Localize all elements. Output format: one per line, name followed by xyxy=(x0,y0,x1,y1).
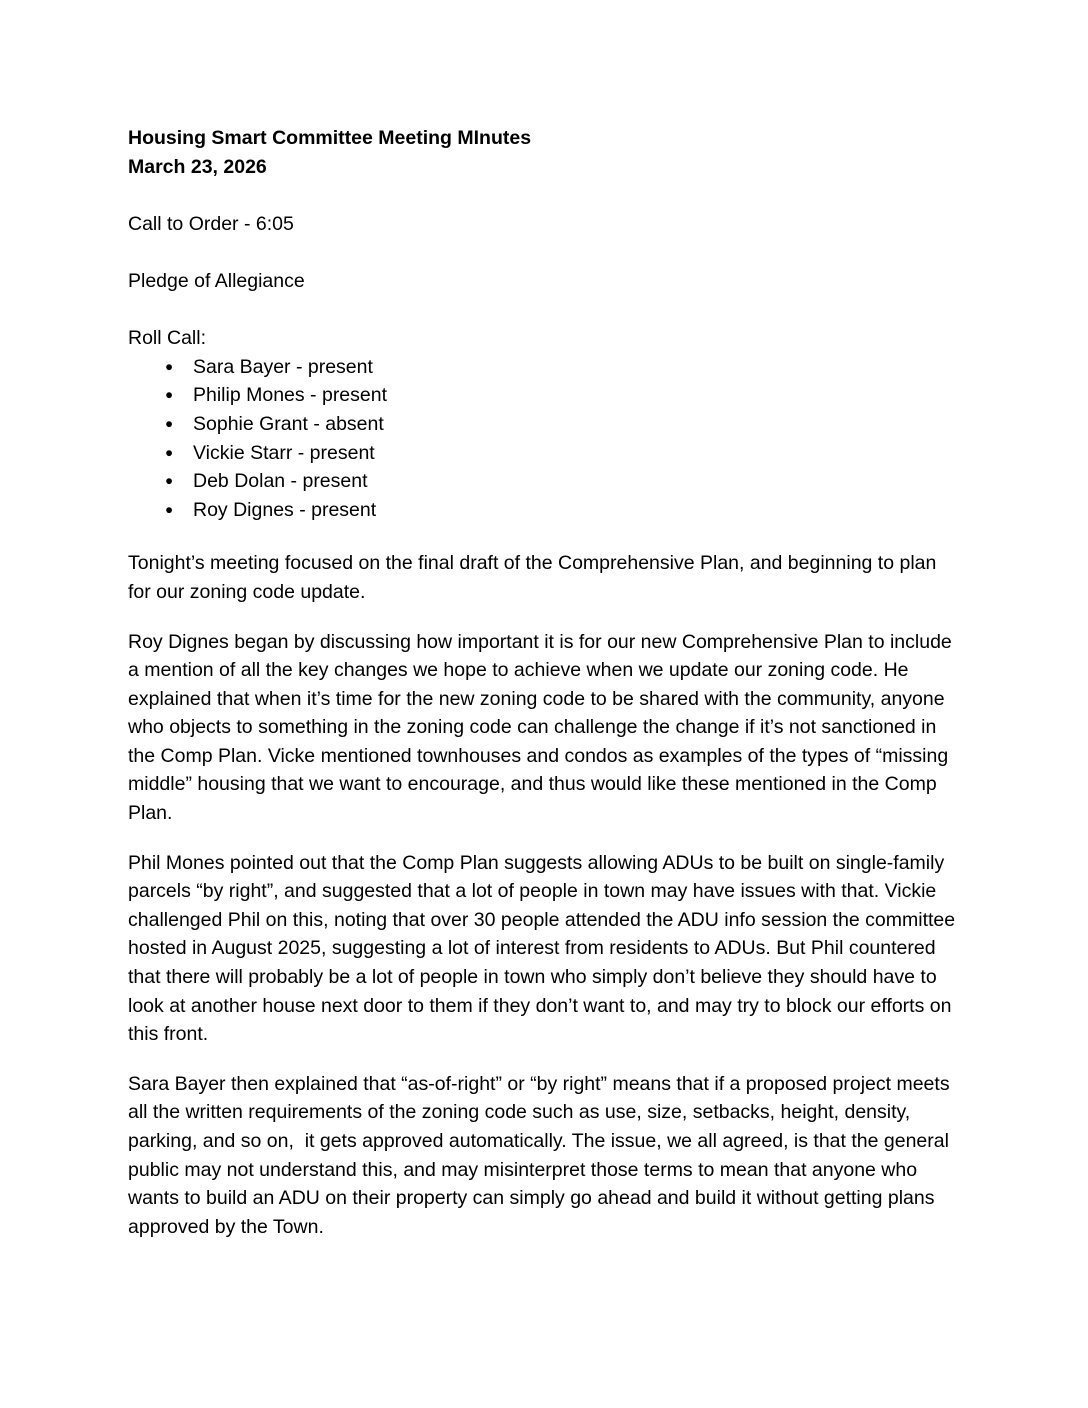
pledge-of-allegiance-line: Pledge of Allegiance xyxy=(128,269,305,292)
roll-call-item xyxy=(128,496,960,525)
roll-call-member: Sophie Grant - absent xyxy=(193,412,384,435)
roll-call-item xyxy=(128,467,960,496)
roll-call-member: Sara Bayer - present xyxy=(193,355,373,378)
roll-call-heading: Roll Call: xyxy=(128,327,207,350)
roy-dignes-paragraph: Roy Dignes began by discussing how important it is for our new Comprehensive Plan to include a mention of all the key changes we hope to achieve when we update our zoning code. He explained that when it’s time for the new zoning code to be shared with the community, anyone who objects to something in the zoning code can challenge the change if it’s not sanctioned in the Comp Plan. Vicke mentioned townhouses and condos as examples of the types of “missing middle” housing that we want to encourage, and thus would like these mentioned in the Comp Plan. xyxy=(128,630,958,825)
roll-call-item xyxy=(128,439,960,468)
roll-call-item xyxy=(128,381,960,410)
bullet-icon: ● xyxy=(165,501,174,517)
document-date: March 23, 2026 xyxy=(128,155,267,178)
bullet-icon: ● xyxy=(165,415,174,431)
bullet-icon: ● xyxy=(165,387,174,403)
roll-call-member: Philip Mones - present xyxy=(193,384,388,407)
roll-call-member: Deb Dolan - present xyxy=(193,470,368,493)
roll-call-list xyxy=(128,353,960,525)
roll-call-item xyxy=(128,410,960,439)
sara-bayer-paragraph: Sara Bayer then explained that “as-of-right” or “by right” means that if a proposed project meets all the written requirements of the zoning code such as use, size, setbacks, height, density, parking, and so on, it gets approved automatically. The issue, we all agreed, is that the general public may not understand this, and may misinterpret those terms to mean that anyone who wants to build an ADU on their property can simply go ahead and build it without getting plans approved by the Town. xyxy=(128,1072,955,1238)
roll-call-member: Roy Dignes - present xyxy=(193,498,377,521)
phil-mones-paragraph: Phil Mones pointed out that the Comp Plan suggests allowing ADUs to be built on single-family parcels “by right”, and suggested that a lot of people in town may have issues with that. Vickie challenged Phil on this, noting that over 30 people attended the ADU info session the committee hosted in August 2025, suggesting a lot of interest from residents to ADUs. But Phil countered that there will probably be a lot of people in town who simply don’t believe they should have to look at another house next door to them if they don’t want to, and may try to block our efforts on this front. xyxy=(128,851,961,1046)
meeting-summary-paragraph: Tonight’s meeting focused on the final draft of the Comprehensive Plan, and beginning to plan for our zoning code update. xyxy=(128,552,942,603)
call-to-order-line: Call to Order - 6:05 xyxy=(128,212,294,235)
bullet-icon: ● xyxy=(165,444,174,460)
roll-call-item xyxy=(128,353,960,382)
bullet-icon: ● xyxy=(165,358,174,374)
bullet-icon: ● xyxy=(165,473,174,489)
roll-call-member: Vickie Starr - present xyxy=(193,441,375,464)
document-title: Housing Smart Committee Meeting MInutes xyxy=(128,127,532,149)
